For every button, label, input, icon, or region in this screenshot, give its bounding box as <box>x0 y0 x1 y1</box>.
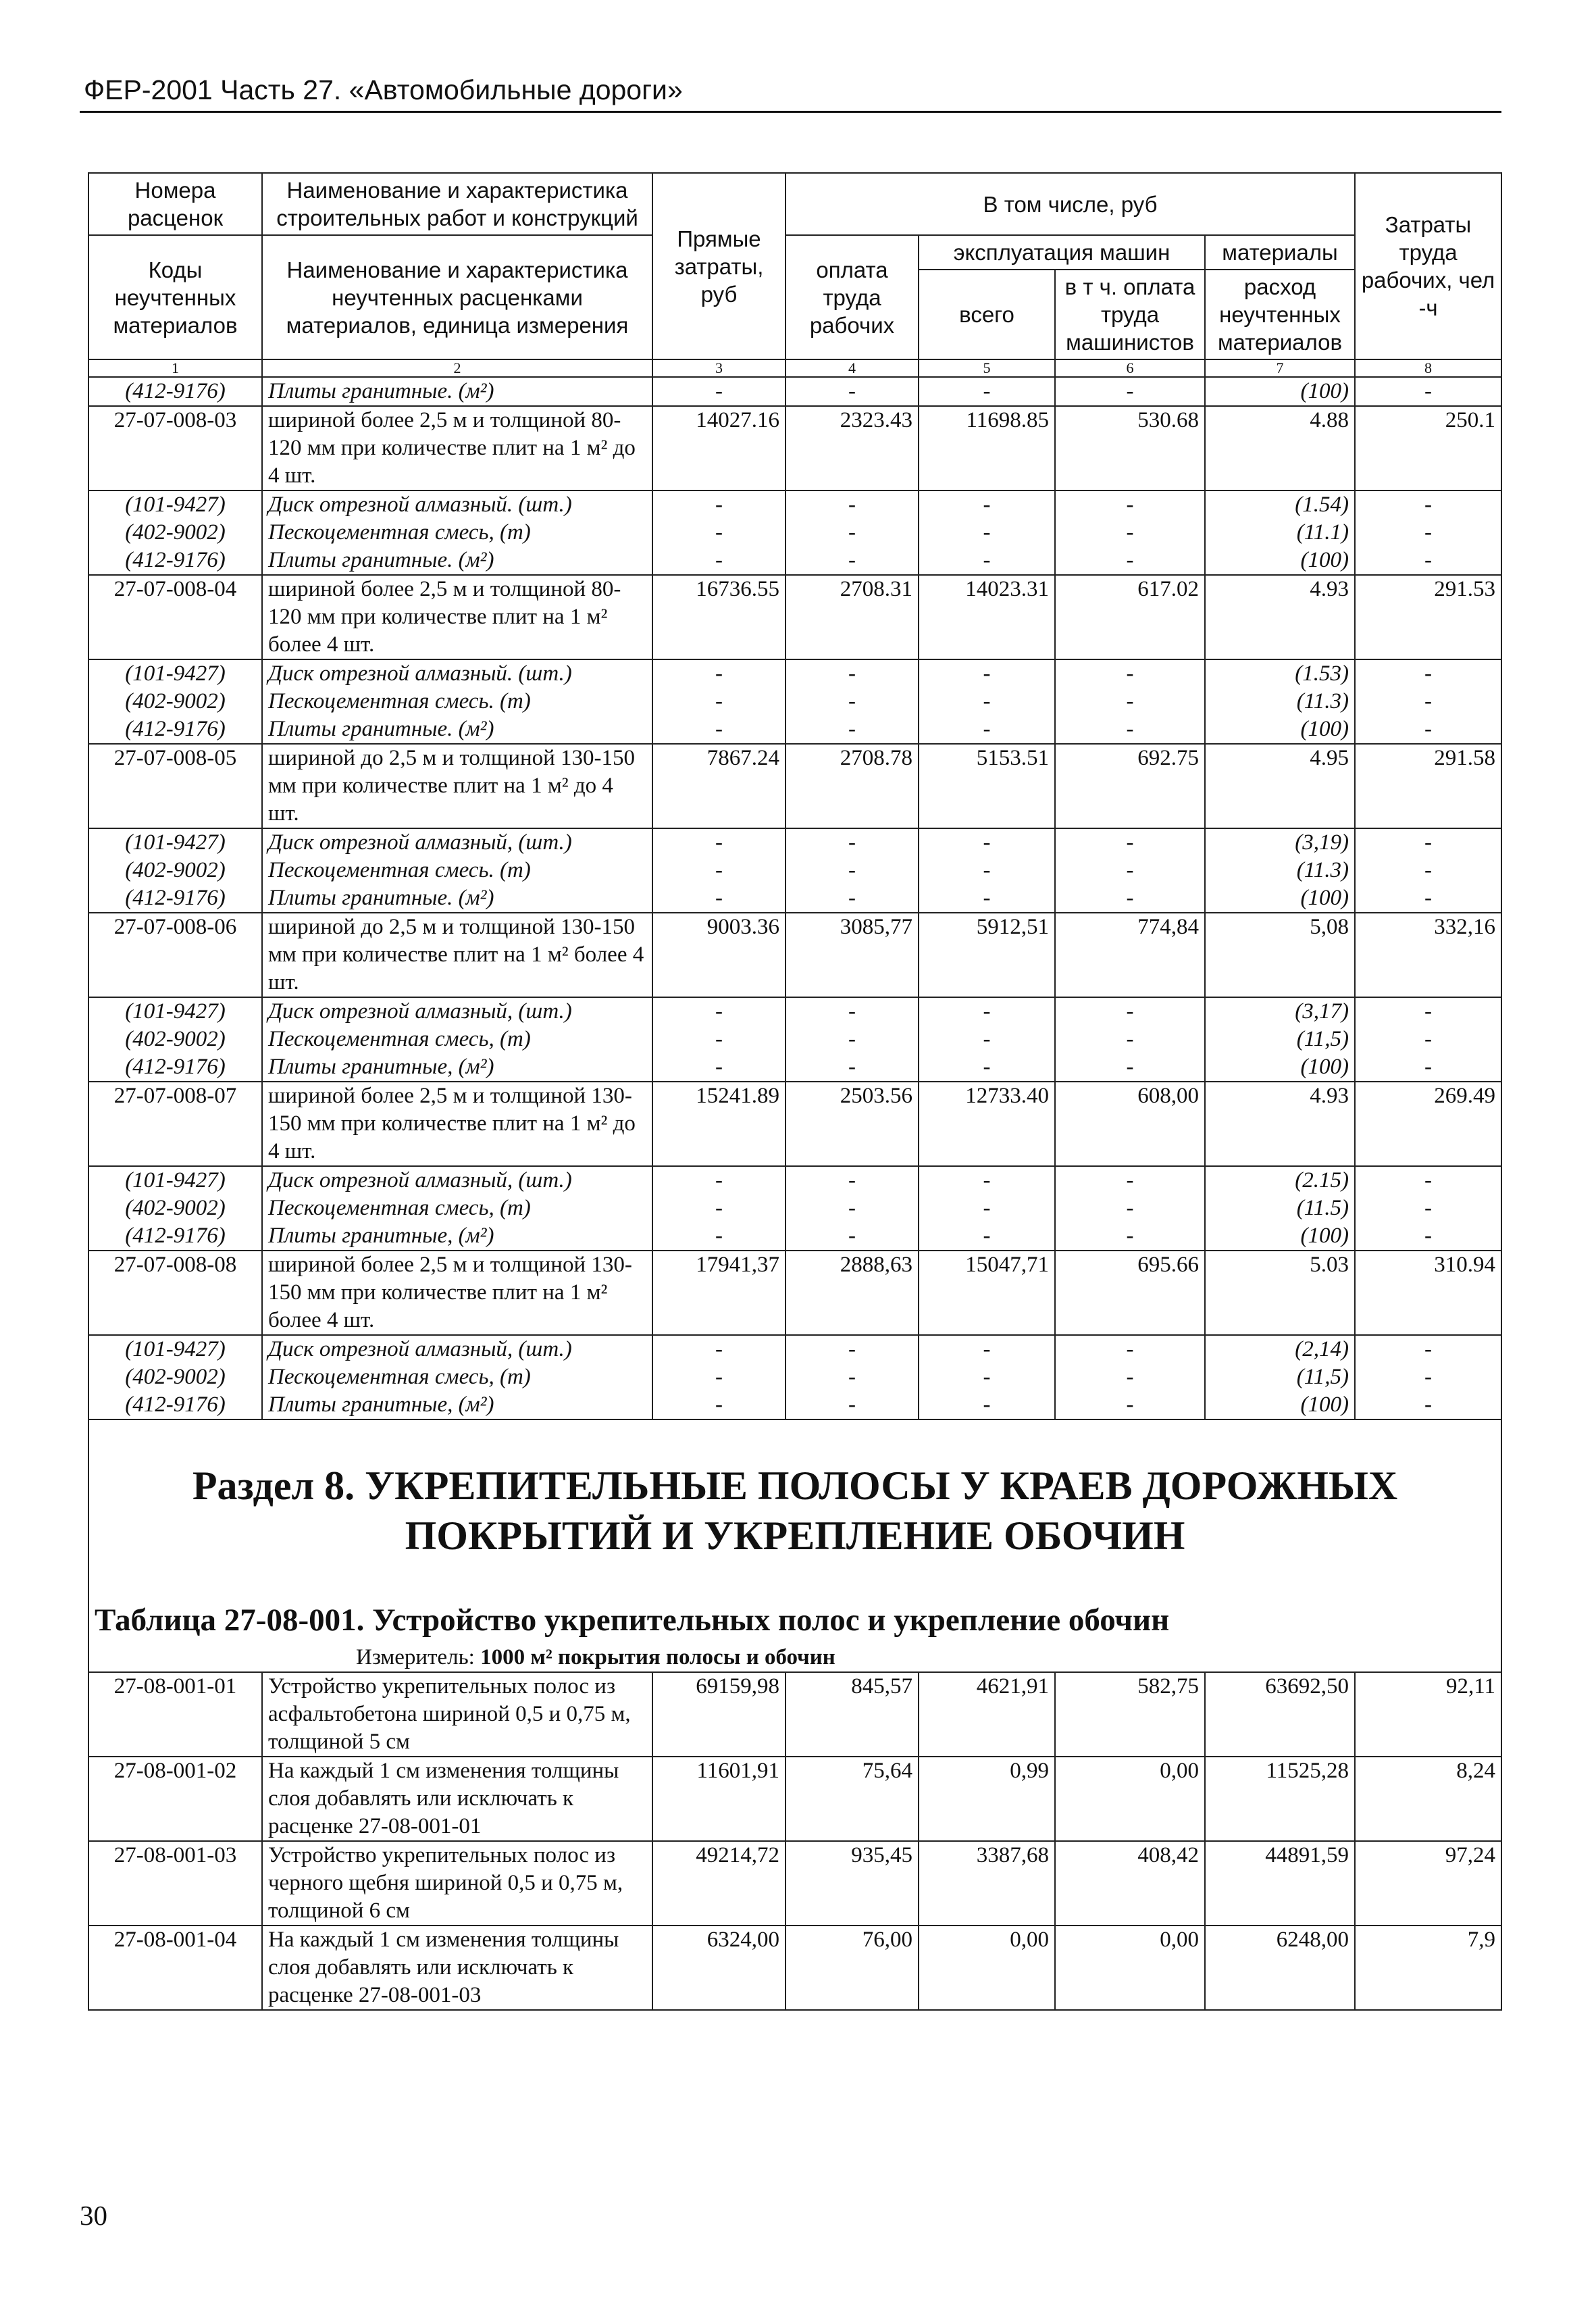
cell: - <box>786 1194 919 1222</box>
materials: 4.93 <box>1205 575 1355 659</box>
material-code: (402-9002) <box>88 1194 262 1222</box>
material-row <box>88 519 1501 547</box>
cell: - <box>1055 1194 1205 1222</box>
rate-code: 27-08-001-04 <box>88 1926 262 2010</box>
cell: - <box>786 659 919 688</box>
header-machines-total: всего <box>919 270 1055 359</box>
material-name: Плиты гранитные. (м²) <box>262 547 652 575</box>
cell: - <box>919 715 1055 744</box>
material-row <box>88 547 1501 575</box>
material-code: (101-9427) <box>88 997 262 1026</box>
cell: - <box>919 377 1055 406</box>
cell: - <box>652 547 786 575</box>
direct-costs: 14027.16 <box>652 406 786 491</box>
machinists-pay: 608,00 <box>1055 1082 1205 1166</box>
rate-row <box>88 1757 1501 1841</box>
material-row <box>88 1222 1501 1251</box>
header-machines: эксплуатация машин <box>919 235 1205 270</box>
cell: - <box>786 1363 919 1391</box>
material-row <box>88 688 1501 715</box>
header-labor-pay: оплата труда рабочих <box>786 235 919 359</box>
material-row <box>88 377 1501 406</box>
rate-description: Устройство укрепительных полос из черного щебня шириной 0,5 и 0,75 м, толщиной 6 см <box>262 1841 652 1926</box>
column-number: 5 <box>919 359 1055 377</box>
cell: - <box>1055 1335 1205 1363</box>
cell: - <box>786 491 919 519</box>
materials: 63692,50 <box>1205 1672 1355 1757</box>
material-row <box>88 828 1501 857</box>
cell: - <box>1355 1335 1501 1363</box>
material-name: Плиты гранитные, (м²) <box>262 1222 652 1251</box>
labor-cost: 7,9 <box>1355 1926 1501 2010</box>
material-row <box>88 1335 1501 1363</box>
materials: 6248,00 <box>1205 1926 1355 2010</box>
cell: - <box>1055 519 1205 547</box>
rate-row <box>88 575 1501 659</box>
cell: - <box>652 884 786 913</box>
cell: - <box>1355 519 1501 547</box>
material-code: (101-9427) <box>88 491 262 519</box>
cell: - <box>1355 1166 1501 1194</box>
cell: - <box>1355 1222 1501 1251</box>
material-code: (412-9176) <box>88 1222 262 1251</box>
machinists-pay: 0,00 <box>1055 1926 1205 2010</box>
cell: - <box>919 1194 1055 1222</box>
rate-row <box>88 1082 1501 1166</box>
rate-code: 27-07-008-08 <box>88 1251 262 1335</box>
header-materials-sub: расход неучтенных материалов <box>1205 270 1355 359</box>
column-number: 6 <box>1055 359 1205 377</box>
materials: 4.88 <box>1205 406 1355 491</box>
labor-cost: 332,16 <box>1355 913 1501 997</box>
material-row <box>88 1194 1501 1222</box>
machines-total: 0,99 <box>919 1757 1055 1841</box>
table-title: Таблица 27-08-001. Устройство укрепительных полос и укрепление обочин <box>95 1603 1170 1638</box>
labor-cost: 250.1 <box>1355 406 1501 491</box>
material-name: Пескоцементная смесь, (т) <box>262 1026 652 1053</box>
material-quantity: (100) <box>1205 1053 1355 1082</box>
material-quantity: (3,19) <box>1205 828 1355 857</box>
cell: - <box>1355 547 1501 575</box>
cell: - <box>1355 688 1501 715</box>
rate-code: 27-08-001-02 <box>88 1757 262 1841</box>
header-labor-cost: Затраты труда рабочих, чел -ч <box>1355 173 1501 359</box>
material-code: (402-9002) <box>88 857 262 884</box>
cell: - <box>919 1391 1055 1419</box>
labor-cost: 97,24 <box>1355 1841 1501 1926</box>
machinists-pay: 582,75 <box>1055 1672 1205 1757</box>
rate-description: шириной более 2,5 м и толщиной 130-150 мм при количестве плит на 1 м² более 4 шт. <box>262 1251 652 1335</box>
rate-row <box>88 1926 1501 2010</box>
labor-pay: 2503.56 <box>786 1082 919 1166</box>
material-code: (101-9427) <box>88 1166 262 1194</box>
header-title: ФЕР-2001 Часть 27. «Автомобильные дороги» <box>84 74 683 105</box>
cell: - <box>786 1391 919 1419</box>
material-row <box>88 1053 1501 1082</box>
labor-cost: 310.94 <box>1355 1251 1501 1335</box>
machines-total: 0,00 <box>919 1926 1055 2010</box>
cell: - <box>1055 1053 1205 1082</box>
cell: - <box>919 491 1055 519</box>
cell: - <box>1055 997 1205 1026</box>
cell: - <box>1355 1363 1501 1391</box>
rate-code: 27-08-001-01 <box>88 1672 262 1757</box>
material-quantity: (11.3) <box>1205 857 1355 884</box>
material-code: (412-9176) <box>88 1391 262 1419</box>
rate-row <box>88 406 1501 491</box>
material-quantity: (2,14) <box>1205 1335 1355 1363</box>
direct-costs: 7867.24 <box>652 744 786 828</box>
header-name: Наименование и характеристика строительных работ и конструкций <box>262 173 652 235</box>
material-quantity: (1.54) <box>1205 491 1355 519</box>
machines-total: 4621,91 <box>919 1672 1055 1757</box>
cell: - <box>919 1053 1055 1082</box>
cell: - <box>786 688 919 715</box>
material-row <box>88 1363 1501 1391</box>
direct-costs: 69159,98 <box>652 1672 786 1757</box>
cell: - <box>1355 828 1501 857</box>
material-name: Пескоцементная смесь. (т) <box>262 688 652 715</box>
cell: - <box>652 1194 786 1222</box>
cell: - <box>652 1222 786 1251</box>
cell: - <box>652 688 786 715</box>
material-quantity: (11.5) <box>1205 1194 1355 1222</box>
cell: - <box>652 857 786 884</box>
page-number: 30 <box>80 2200 107 2231</box>
direct-costs: 49214,72 <box>652 1841 786 1926</box>
material-code: (412-9176) <box>88 547 262 575</box>
material-quantity: (100) <box>1205 1222 1355 1251</box>
cell: - <box>652 1053 786 1082</box>
column-number: 7 <box>1205 359 1355 377</box>
cell: - <box>786 547 919 575</box>
material-code: (402-9002) <box>88 688 262 715</box>
materials: 4.95 <box>1205 744 1355 828</box>
material-row <box>88 997 1501 1026</box>
cell: - <box>1055 547 1205 575</box>
machinists-pay: 692.75 <box>1055 744 1205 828</box>
machinists-pay: 695.66 <box>1055 1251 1205 1335</box>
machinists-pay: 617.02 <box>1055 575 1205 659</box>
material-quantity: (11.3) <box>1205 688 1355 715</box>
rates-table <box>88 172 1502 2011</box>
material-name: Диск отрезной алмазный, (шт.) <box>262 828 652 857</box>
material-row <box>88 659 1501 688</box>
cell: - <box>919 1166 1055 1194</box>
header-direct-costs: Прямые затраты, руб <box>652 173 786 359</box>
rate-row <box>88 1251 1501 1335</box>
cell: (100) <box>1205 377 1355 406</box>
cell: - <box>652 715 786 744</box>
labor-pay: 75,64 <box>786 1757 919 1841</box>
direct-costs: 16736.55 <box>652 575 786 659</box>
cell: - <box>1055 1391 1205 1419</box>
labor-cost: 92,11 <box>1355 1672 1501 1757</box>
material-name: Пескоцементная смесь, (т) <box>262 519 652 547</box>
rate-row <box>88 1672 1501 1757</box>
labor-pay: 845,57 <box>786 1672 919 1757</box>
labor-pay: 2708.78 <box>786 744 919 828</box>
cell: - <box>786 1026 919 1053</box>
column-number: 1 <box>88 359 262 377</box>
cell: - <box>1355 1053 1501 1082</box>
cell: - <box>652 997 786 1026</box>
cell: - <box>919 857 1055 884</box>
column-number: 4 <box>786 359 919 377</box>
cell: - <box>786 377 919 406</box>
cell: - <box>1055 1363 1205 1391</box>
cell: - <box>786 884 919 913</box>
material-name: Пескоцементная смесь. (т) <box>262 857 652 884</box>
section-block <box>88 1419 1501 1672</box>
cell: - <box>1355 857 1501 884</box>
cell: - <box>919 1335 1055 1363</box>
cell: - <box>1355 1194 1501 1222</box>
material-name: Плиты гранитные, (м²) <box>262 1391 652 1419</box>
cell: - <box>652 491 786 519</box>
rate-code: 27-07-008-04 <box>88 575 262 659</box>
labor-pay: 76,00 <box>786 1926 919 2010</box>
cell: - <box>652 1363 786 1391</box>
cell: - <box>1355 715 1501 744</box>
direct-costs: 9003.36 <box>652 913 786 997</box>
measure-value: 1000 м² покрытия полосы и обочин <box>480 1645 835 1669</box>
material-quantity: (11,5) <box>1205 1363 1355 1391</box>
cell: - <box>919 547 1055 575</box>
rate-code: 27-07-008-03 <box>88 406 262 491</box>
cell: - <box>919 688 1055 715</box>
machines-total: 3387,68 <box>919 1841 1055 1926</box>
cell: - <box>786 1053 919 1082</box>
cell: - <box>1055 857 1205 884</box>
cell: - <box>652 1335 786 1363</box>
cell: - <box>1055 884 1205 913</box>
rate-description: шириной до 2,5 м и толщиной 130-150 мм при количестве плит на 1 м² до 4 шт. <box>262 744 652 828</box>
cell: - <box>919 1222 1055 1251</box>
material-quantity: (11,5) <box>1205 1026 1355 1053</box>
cell: - <box>1055 1026 1205 1053</box>
material-row <box>88 715 1501 744</box>
cell: - <box>786 997 919 1026</box>
cell: - <box>1055 1222 1205 1251</box>
rate-description: На каждый 1 см изменения толщины слоя добавлять или исключать к расценке 27-08-001-03 <box>262 1926 652 2010</box>
rate-row <box>88 1841 1501 1926</box>
cell: - <box>1055 659 1205 688</box>
rate-description: Устройство укрепительных полос из асфальтобетона шириной 0,5 и 0,75 м, толщиной 5 см <box>262 1672 652 1757</box>
material-row <box>88 1391 1501 1419</box>
cell: - <box>1355 659 1501 688</box>
cell: - <box>1355 884 1501 913</box>
cell: - <box>652 828 786 857</box>
material-name: Диск отрезной алмазный, (шт.) <box>262 1166 652 1194</box>
page-header <box>80 68 1501 113</box>
material-code: (412-9176) <box>88 377 262 406</box>
header-name-sub: Наименование и характеристика неучтенных расценками материалов, единица измерения <box>262 235 652 359</box>
material-code: (101-9427) <box>88 828 262 857</box>
cell: - <box>652 377 786 406</box>
cell: - <box>1055 491 1205 519</box>
material-code: (101-9427) <box>88 659 262 688</box>
material-name: Пескоцементная смесь, (т) <box>262 1363 652 1391</box>
cell: - <box>919 997 1055 1026</box>
machinists-pay: 0,00 <box>1055 1757 1205 1841</box>
material-quantity: (1.53) <box>1205 659 1355 688</box>
material-code: (101-9427) <box>88 1335 262 1363</box>
cell: - <box>652 1026 786 1053</box>
material-name: Плиты гранитные, (м²) <box>262 1053 652 1082</box>
cell: - <box>652 1391 786 1419</box>
measure-label: Измеритель: <box>356 1645 475 1669</box>
column-number: 8 <box>1355 359 1501 377</box>
rate-row <box>88 913 1501 997</box>
cell: - <box>919 1363 1055 1391</box>
cell: - <box>1355 1026 1501 1053</box>
rate-description: шириной более 2,5 м и толщиной 80-120 мм при количестве плит на 1 м² до 4 шт. <box>262 406 652 491</box>
labor-pay: 2708.31 <box>786 575 919 659</box>
rate-description: шириной более 2,5 м и толщиной 130-150 мм при количестве плит на 1 м² до 4 шт. <box>262 1082 652 1166</box>
cell: - <box>652 519 786 547</box>
header-including: В том числе, руб <box>786 173 1355 235</box>
material-quantity: (3,17) <box>1205 997 1355 1026</box>
rate-code: 27-07-008-07 <box>88 1082 262 1166</box>
cell: - <box>1355 997 1501 1026</box>
material-row <box>88 884 1501 913</box>
material-name: Диск отрезной алмазный. (шт.) <box>262 491 652 519</box>
rate-code: 27-07-008-06 <box>88 913 262 997</box>
material-name: Диск отрезной алмазный. (шт.) <box>262 659 652 688</box>
material-quantity: (2.15) <box>1205 1166 1355 1194</box>
material-code: (412-9176) <box>88 1053 262 1082</box>
section-row <box>88 1419 1501 1672</box>
cell: - <box>786 519 919 547</box>
header-materials: материалы <box>1205 235 1355 270</box>
materials: 11525,28 <box>1205 1757 1355 1841</box>
header-codes-sub: Коды неучтенных материалов <box>88 235 262 359</box>
material-quantity: (100) <box>1205 715 1355 744</box>
machines-total: 5912,51 <box>919 913 1055 997</box>
material-name: Диск отрезной алмазный, (шт.) <box>262 997 652 1026</box>
cell: - <box>786 828 919 857</box>
cell: - <box>919 519 1055 547</box>
header-machinists: в т ч. оплата труда машинистов <box>1055 270 1205 359</box>
machines-total: 15047,71 <box>919 1251 1055 1335</box>
cell: - <box>652 659 786 688</box>
direct-costs: 6324,00 <box>652 1926 786 2010</box>
labor-cost: 291.53 <box>1355 575 1501 659</box>
material-code: (412-9176) <box>88 884 262 913</box>
cell: - <box>1055 1166 1205 1194</box>
material-row <box>88 491 1501 519</box>
cell: - <box>786 857 919 884</box>
material-name: Плиты гранитные. (м²) <box>262 884 652 913</box>
cell: - <box>786 715 919 744</box>
cell: - <box>786 1222 919 1251</box>
labor-pay: 935,45 <box>786 1841 919 1926</box>
machinists-pay: 408,42 <box>1055 1841 1205 1926</box>
rate-code: 27-08-001-03 <box>88 1841 262 1926</box>
material-name: Плиты гранитные. (м²) <box>262 377 652 406</box>
cell: - <box>1055 715 1205 744</box>
measure-line <box>89 1634 1501 1671</box>
cell: - <box>1355 491 1501 519</box>
cell: - <box>786 1335 919 1363</box>
cell: - <box>919 884 1055 913</box>
material-name: Пескоцементная смесь, (т) <box>262 1194 652 1222</box>
labor-cost: 269.49 <box>1355 1082 1501 1166</box>
cell: - <box>1355 377 1501 406</box>
direct-costs: 15241.89 <box>652 1082 786 1166</box>
cell: - <box>1055 828 1205 857</box>
material-row <box>88 1166 1501 1194</box>
rate-code: 27-07-008-05 <box>88 744 262 828</box>
machines-total: 12733.40 <box>919 1082 1055 1166</box>
direct-costs: 11601,91 <box>652 1757 786 1841</box>
cell: - <box>1355 1391 1501 1419</box>
machines-total: 5153.51 <box>919 744 1055 828</box>
materials: 4.93 <box>1205 1082 1355 1166</box>
material-name: Диск отрезной алмазный, (шт.) <box>262 1335 652 1363</box>
direct-costs: 17941,37 <box>652 1251 786 1335</box>
cell: - <box>919 659 1055 688</box>
material-row <box>88 857 1501 884</box>
labor-pay: 2323.43 <box>786 406 919 491</box>
materials: 5.03 <box>1205 1251 1355 1335</box>
table-body <box>88 173 1501 2010</box>
cell: - <box>1055 688 1205 715</box>
rate-description: шириной более 2,5 м и толщиной 80-120 мм при количестве плит на 1 м² более 4 шт. <box>262 575 652 659</box>
material-row <box>88 1026 1501 1053</box>
material-quantity: (100) <box>1205 547 1355 575</box>
column-number: 3 <box>652 359 786 377</box>
labor-pay: 2888,63 <box>786 1251 919 1335</box>
cell: - <box>1055 377 1205 406</box>
material-code: (402-9002) <box>88 1026 262 1053</box>
column-number: 2 <box>262 359 652 377</box>
material-quantity: (11.1) <box>1205 519 1355 547</box>
cell: - <box>919 1026 1055 1053</box>
cell: - <box>786 1166 919 1194</box>
material-quantity: (100) <box>1205 1391 1355 1419</box>
machinists-pay: 774,84 <box>1055 913 1205 997</box>
labor-pay: 3085,77 <box>786 913 919 997</box>
material-code: (412-9176) <box>88 715 262 744</box>
cell: - <box>652 1166 786 1194</box>
material-code: (402-9002) <box>88 1363 262 1391</box>
rate-description: шириной до 2,5 м и толщиной 130-150 мм при количестве плит на 1 м² более 4 шт. <box>262 913 652 997</box>
material-name: Плиты гранитные. (м²) <box>262 715 652 744</box>
machinists-pay: 530.68 <box>1055 406 1205 491</box>
cell: - <box>919 828 1055 857</box>
material-quantity: (100) <box>1205 884 1355 913</box>
rate-description: На каждый 1 см изменения толщины слоя добавлять или исключать к расценке 27-08-001-01 <box>262 1757 652 1841</box>
materials: 5,08 <box>1205 913 1355 997</box>
machines-total: 14023.31 <box>919 575 1055 659</box>
header-codes: Номера расценок <box>88 173 262 235</box>
materials: 44891,59 <box>1205 1841 1355 1926</box>
labor-cost: 8,24 <box>1355 1757 1501 1841</box>
labor-cost: 291.58 <box>1355 744 1501 828</box>
material-code: (402-9002) <box>88 519 262 547</box>
section-title: Раздел 8. УКРЕПИТЕЛЬНЫЕ ПОЛОСЫ У КРАЕВ ДОРОЖНЫХ ПОКРЫТИЙ И УКРЕПЛЕНИЕ ОБОЧИН <box>192 1463 1398 1558</box>
rate-row <box>88 744 1501 828</box>
machines-total: 11698.85 <box>919 406 1055 491</box>
